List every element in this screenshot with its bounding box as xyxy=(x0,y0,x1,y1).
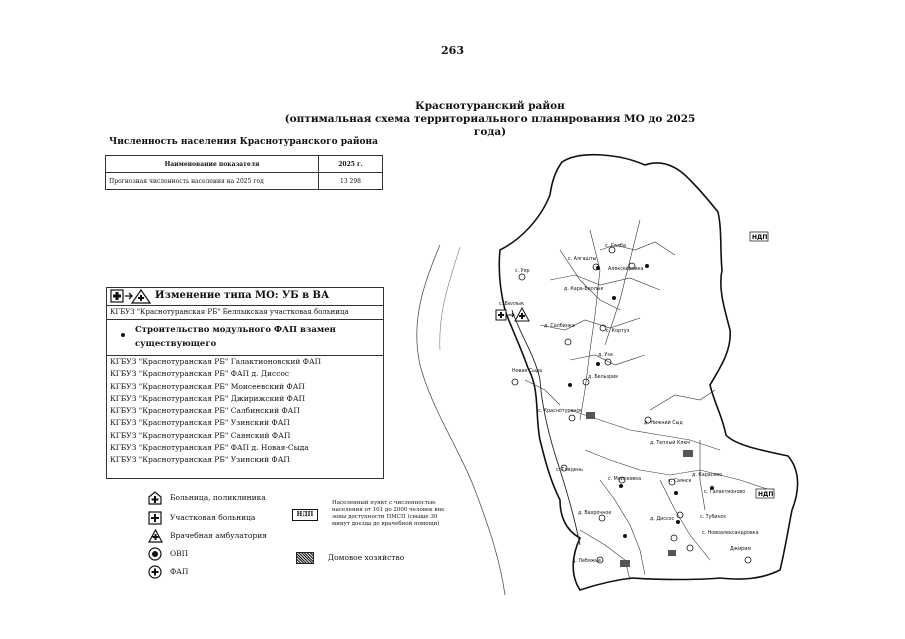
roads xyxy=(525,220,770,580)
town-labels xyxy=(499,243,759,564)
town-label: с. Кортуз xyxy=(606,329,630,334)
town-label: с. Уяр xyxy=(515,269,530,274)
legend-hdp-note: Населенный пункт с численностью населения от 101 до 2000 человек вне зоны доступности ПМСП (свыше 30 минут доезда до врачебной помощи) xyxy=(332,500,445,527)
town-label: д. Уза xyxy=(598,353,613,358)
town-label: с. Краснотуранск xyxy=(538,409,583,414)
page-title: Краснотуранский район xyxy=(415,100,565,112)
town-label: с. Беллык xyxy=(499,302,524,307)
table-row xyxy=(106,173,383,190)
hdp-badge-text: НДП xyxy=(758,491,774,498)
legend-household-label: Домовое хозяйство xyxy=(328,553,405,562)
household-marker xyxy=(586,412,595,419)
list-item: КГБУЗ "Краснотуранская РБ" Моисеевский ФАП xyxy=(110,381,305,391)
change-type-item xyxy=(107,305,383,320)
list-item: КГБУЗ "Краснотуранская РБ" Галактионовский ФАП xyxy=(110,357,322,366)
town-label: с. Алгашты xyxy=(568,257,597,262)
town-label: д. Лебяжье xyxy=(572,559,601,564)
town-label: с. Моисеевка xyxy=(608,477,642,482)
town-label: д. Кара-Беллык xyxy=(564,287,604,292)
town-label: с. Тубинск xyxy=(700,515,727,520)
modular-fap-dots xyxy=(568,264,714,538)
town-label: д. Бельзрик xyxy=(588,375,619,380)
population-table xyxy=(105,155,383,190)
change-type-title: Изменение типа МО: УБ в ВА xyxy=(155,290,330,301)
town-label: д. Карасево xyxy=(692,473,723,478)
household-marker xyxy=(668,550,676,556)
table-header-indicator: Наименование показателя xyxy=(106,156,319,173)
legend-ovp-label: ОВП xyxy=(170,549,189,558)
town-label: д. Нижний Сыд xyxy=(644,421,683,426)
town-label: д. Салбинка xyxy=(544,324,575,329)
ovp-icon xyxy=(148,547,162,561)
town-label: Новая Сыда xyxy=(512,369,543,374)
town-label: Алексейровка xyxy=(608,267,644,272)
list-item: КГБУЗ "Краснотуранская РБ" ФАП д. Диссос xyxy=(110,369,290,379)
town-label: с. Салба xyxy=(605,244,626,249)
fap-icon xyxy=(148,565,162,579)
fap-dot-icon xyxy=(121,333,125,337)
list-item: КГБУЗ "Краснотуранская РБ" Джирижский ФАП xyxy=(110,393,306,403)
ambulatory-icon xyxy=(148,529,163,543)
list-item: КГБУЗ "Краснотуранская РБ" Узинский ФАП xyxy=(110,418,290,428)
town-label: с. Саянск xyxy=(668,479,692,484)
town-label: Джирим xyxy=(730,547,751,552)
river-branch xyxy=(440,247,460,350)
list-item: КГБУЗ "Краснотуранская РБ" Салбинский ФАП xyxy=(110,406,300,416)
legend-district-hospital-label: Участковая больница xyxy=(170,513,256,522)
legend-fap-label: ФАП xyxy=(170,567,189,576)
town-label: д. Вахрочное xyxy=(578,511,612,516)
list-item: КГБУЗ "Краснотуранская РБ" Саянский ФАП xyxy=(110,430,291,440)
change-type-box xyxy=(106,287,384,479)
household-icon xyxy=(296,552,314,564)
hdp-badge-text: НДП xyxy=(752,234,768,241)
district-boundary xyxy=(499,155,797,590)
page-subtitle: (оптимальная схема территориального планирования МО до 2025 года) xyxy=(284,113,696,138)
beллyk-change-icon xyxy=(496,308,529,321)
table-row xyxy=(106,156,383,173)
change-type-header xyxy=(107,288,383,306)
river-line xyxy=(417,245,505,595)
modular-fap-title: Строительство модульного ФАП взамен существующего xyxy=(135,325,336,349)
population-heading: Численность населения Краснотуранского района xyxy=(109,137,378,147)
district-map xyxy=(400,150,805,595)
household-marker xyxy=(683,450,693,457)
list-item: КГБУЗ "Краснотуранская РБ" ФАП д. Новая-Сыда xyxy=(110,443,309,453)
town-label: с. Новоалександровка xyxy=(702,531,759,536)
reservoir-line xyxy=(512,310,583,545)
town-label: с. Глядень xyxy=(556,468,583,473)
table-cell-indicator: Прогнозная численность населения на 2025 год xyxy=(106,173,319,190)
modular-fap-header xyxy=(107,319,383,356)
page-number: 263 xyxy=(441,44,464,57)
table-cell-value: 13 298 xyxy=(319,173,383,190)
legend-ambulatory-label: Врачебная амбулатория xyxy=(170,531,267,540)
table-header-year: 2025 г. xyxy=(319,156,383,173)
legend-hospital-label: Больница, поликлиника xyxy=(170,493,266,502)
town-label: д. Диссос xyxy=(650,517,675,522)
district-hospital-icon xyxy=(148,511,162,525)
list-item: КГБУЗ "Краснотуранская РБ" Узинский ФАП xyxy=(110,455,290,465)
hospital-to-ambulatory-icon xyxy=(110,289,152,304)
hospital-icon xyxy=(148,491,162,505)
modular-fap-list xyxy=(107,356,383,467)
household-marker xyxy=(620,560,630,567)
hdp-badge: НДП xyxy=(292,509,318,521)
town-label: с. Галактионово xyxy=(704,490,746,495)
town-label: д. Теплый Ключ xyxy=(650,441,691,446)
change-type-item-label: КГБУЗ "Краснотуранская РБ" Беллыкская участковая больница xyxy=(110,308,349,316)
